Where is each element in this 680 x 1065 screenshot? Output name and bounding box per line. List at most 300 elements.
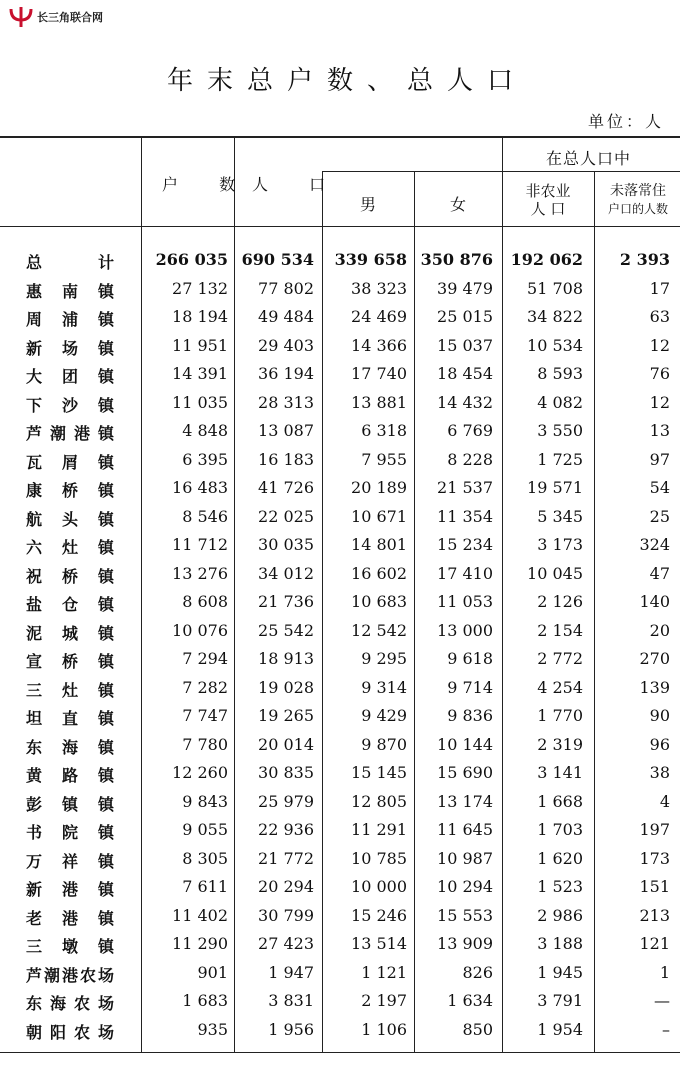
header-population: 人 口 [252, 175, 344, 194]
row-value: 16 183 [258, 449, 314, 469]
table-row [0, 332, 680, 361]
table-row [0, 759, 680, 788]
row-name-char: 墩 [61, 937, 78, 956]
header-nonagri [508, 182, 588, 218]
row-value: 39 479 [437, 278, 493, 298]
row-value: 9 295 [361, 649, 407, 668]
row-name-char: 大 [26, 367, 43, 386]
row-value: 28 313 [258, 392, 314, 412]
row-name-char: 海 [61, 737, 78, 757]
row-name-char: 总 [26, 253, 43, 272]
row-value: 30 835 [258, 763, 314, 782]
row-value: 173 [639, 848, 670, 868]
row-value: 10 000 [351, 877, 407, 896]
row-value: 2 319 [537, 734, 583, 754]
row-value: 2 393 [619, 250, 670, 269]
row-name [26, 478, 114, 501]
row-name [26, 450, 114, 473]
row-value: 1 106 [361, 1019, 407, 1039]
row-value: 213 [639, 905, 670, 925]
row-value: 36 194 [258, 364, 314, 383]
row-value: 34 012 [258, 563, 314, 583]
row-value: 324 [639, 535, 670, 554]
row-value: 690 534 [241, 250, 314, 269]
row-value: 17 740 [351, 364, 407, 383]
row-value: 11 053 [437, 592, 493, 611]
site-logo[interactable] [8, 6, 103, 28]
row-name [26, 393, 114, 416]
row-value: 13 174 [437, 791, 493, 811]
table-row [0, 873, 680, 902]
row-value: 16 483 [172, 478, 228, 497]
row-value: 13 909 [437, 934, 493, 953]
row-value: 7 611 [182, 877, 228, 896]
row-value: 11 354 [437, 506, 493, 526]
row-value: 10 987 [437, 848, 493, 868]
row-value: 139 [639, 677, 670, 697]
row-value: 2 197 [361, 991, 407, 1010]
row-value: 38 323 [351, 278, 407, 298]
table-row [0, 560, 680, 589]
row-name-char: 宣 [26, 652, 43, 671]
header-nonagri-line1: 非农业 [525, 182, 571, 200]
row-name-char: 祥 [61, 851, 78, 871]
row-name-char: 镇 [97, 566, 114, 586]
row-value: 8 546 [182, 506, 228, 526]
table-row [0, 360, 680, 389]
row-value: 27 423 [258, 934, 314, 953]
row-value: 3 831 [268, 991, 314, 1010]
row-value: 25 [649, 506, 670, 526]
row-name-char: 阳 [49, 1022, 66, 1042]
row-value: 63 [649, 307, 670, 326]
header-bottom-rule [0, 226, 680, 227]
row-name [26, 621, 114, 644]
row-value: 22 936 [258, 820, 314, 839]
unit-label: 单位：人 [587, 112, 664, 131]
table-row [0, 275, 680, 304]
row-value: 76 [649, 364, 670, 383]
row-name-char: 芦 [26, 424, 43, 443]
row-value: 935 [197, 1019, 228, 1039]
row-value: 7 955 [361, 449, 407, 469]
row-value: 4 254 [537, 677, 583, 697]
row-name-char: 老 [26, 908, 43, 928]
row-value: 22 025 [258, 506, 314, 526]
row-value: 11 951 [172, 335, 228, 355]
row-value: 21 537 [437, 478, 493, 497]
row-name-char: 直 [61, 709, 78, 728]
row-name [26, 364, 114, 387]
row-name [26, 877, 114, 900]
row-name [26, 1020, 114, 1043]
row-name [26, 963, 114, 986]
table-top-rule [0, 136, 680, 138]
row-name-char: 芦 [26, 965, 43, 985]
row-value: 266 035 [155, 250, 228, 269]
row-value: 11 402 [172, 905, 228, 925]
row-value: 7 780 [182, 734, 228, 754]
row-name-char: 镇 [97, 595, 114, 614]
row-value: 2 986 [537, 905, 583, 925]
row-value: 38 [649, 763, 670, 782]
logo-icon [8, 6, 34, 28]
row-name-char: 新 [26, 880, 43, 899]
row-name [26, 307, 114, 330]
row-value: 901 [197, 962, 228, 982]
row-value: 270 [639, 649, 670, 668]
row-name-char: 城 [61, 623, 78, 643]
row-value: 2 154 [537, 620, 583, 640]
row-value: 339 658 [334, 250, 407, 269]
row-value: 1 [659, 962, 670, 982]
row-value: 10 045 [527, 563, 583, 583]
row-value: 17 [649, 278, 670, 298]
row-value: 7 282 [182, 677, 228, 697]
row-value: 9 870 [361, 734, 407, 754]
row-value: 850 [462, 1019, 493, 1039]
row-name-char: 航 [26, 509, 43, 529]
row-value: 1 703 [537, 820, 583, 839]
row-value: 9 314 [361, 677, 407, 697]
row-name-char: 路 [61, 766, 78, 785]
row-name-char: 场 [97, 965, 114, 985]
row-value: 4 082 [537, 392, 583, 412]
row-value: 13 087 [258, 421, 314, 440]
row-name [26, 792, 114, 815]
row-name-char: 计 [97, 253, 114, 272]
row-name-char: 海 [49, 994, 66, 1013]
row-value: 10 785 [351, 848, 407, 868]
table-row [0, 788, 680, 817]
row-name-char: 港 [61, 908, 78, 928]
row-name [26, 763, 114, 786]
row-value: 6 769 [447, 421, 493, 440]
row-value: 14 432 [437, 392, 493, 412]
row-value: 15 037 [437, 335, 493, 355]
row-value: 1 945 [537, 962, 583, 982]
row-name-char: 团 [61, 367, 78, 386]
table-row [0, 389, 680, 418]
row-name-char: 镇 [97, 338, 114, 358]
table-body [0, 246, 680, 1044]
table-row [0, 645, 680, 674]
row-name [26, 592, 114, 615]
table-row [0, 474, 680, 503]
header-unregistered-line2: 户口的人数 [607, 202, 668, 216]
row-name-char: 祝 [26, 566, 43, 586]
total-row [0, 246, 680, 275]
header-male: 男 [360, 195, 377, 214]
row-name-char: 潮 [49, 424, 66, 443]
row-value: 10 144 [437, 734, 493, 754]
row-name-char: 康 [26, 481, 43, 500]
row-value: 3 550 [537, 421, 583, 440]
row-name [26, 336, 114, 359]
row-name [26, 507, 114, 530]
row-name-char: 盐 [26, 595, 43, 614]
row-value: 13 881 [351, 392, 407, 412]
row-name-char: 镇 [97, 538, 114, 557]
row-value: 20 014 [258, 734, 314, 754]
row-value: 1 668 [537, 791, 583, 811]
table-row [0, 959, 680, 988]
row-value: 11 035 [172, 392, 228, 412]
row-value: 10 671 [351, 506, 407, 526]
row-value: 47 [649, 563, 670, 583]
row-name [26, 991, 114, 1014]
row-name [26, 564, 114, 587]
row-value: – [662, 1019, 670, 1039]
row-value: 12 805 [351, 791, 407, 811]
row-name-char: 下 [26, 395, 43, 415]
row-value: 5 345 [537, 506, 583, 526]
row-name-char: 镇 [97, 310, 114, 329]
row-name-char: 新 [26, 338, 43, 358]
row-value: 19 028 [258, 677, 314, 697]
row-value: 3 188 [537, 934, 583, 953]
row-name-char: 港 [73, 424, 90, 443]
row-value: 49 484 [258, 307, 314, 326]
row-name-char: 镇 [97, 424, 114, 443]
row-name-char: 场 [97, 1022, 114, 1042]
row-name-char: 书 [26, 823, 43, 842]
row-value: 1 956 [268, 1019, 314, 1039]
row-value: 10 683 [351, 592, 407, 611]
row-value: 4 [659, 791, 670, 811]
row-name-char: 沙 [61, 395, 78, 415]
row-value: 21 736 [258, 592, 314, 611]
row-name-char: 朝 [26, 1022, 43, 1042]
row-name-char: 镇 [97, 367, 114, 386]
row-name-char: 头 [61, 509, 78, 529]
row-value: 350 876 [420, 250, 493, 269]
row-name [26, 906, 114, 929]
row-name-char: 镇 [97, 794, 114, 814]
row-value: 15 553 [437, 905, 493, 925]
row-value: 1 121 [361, 962, 407, 982]
header-group-rule [502, 171, 680, 172]
table-row [0, 417, 680, 446]
row-value: 14 366 [351, 335, 407, 355]
row-value: 20 294 [258, 877, 314, 896]
row-value: 9 429 [361, 706, 407, 725]
row-value: 15 234 [437, 535, 493, 554]
row-name-char: 屑 [61, 452, 78, 472]
row-value: 121 [639, 934, 670, 953]
header-households: 户 数 [162, 175, 254, 194]
row-value: 97 [649, 449, 670, 469]
row-value: 192 062 [510, 250, 583, 269]
row-value: 1 620 [537, 848, 583, 868]
row-name-char: 东 [26, 994, 43, 1013]
row-value: 11 645 [437, 820, 493, 839]
row-value: 41 726 [258, 478, 314, 497]
table-row [0, 446, 680, 475]
row-name-char: 农 [79, 965, 96, 985]
row-value: 14 801 [351, 535, 407, 554]
row-name-char: 彭 [26, 794, 43, 814]
row-name [26, 678, 114, 701]
row-name [26, 421, 114, 444]
table-row [0, 617, 680, 646]
row-value: 27 132 [172, 278, 228, 298]
row-value: 4 848 [182, 421, 228, 440]
row-name-char: 镇 [97, 766, 114, 785]
row-value: 9 618 [447, 649, 493, 668]
row-name-char: 镇 [97, 880, 114, 899]
row-name-char: 镇 [97, 281, 114, 301]
row-value: 12 [649, 335, 670, 355]
row-name-char: 南 [61, 281, 78, 301]
row-value: — [654, 991, 670, 1010]
row-value: 13 000 [437, 620, 493, 640]
row-value: 8 608 [182, 592, 228, 611]
row-value: 51 708 [527, 278, 583, 298]
row-value: 21 772 [258, 848, 314, 868]
row-name-char: 镇 [97, 680, 114, 700]
row-value: 1 683 [182, 991, 228, 1010]
table-row [0, 588, 680, 617]
table-row [0, 531, 680, 560]
row-value: 18 454 [437, 364, 493, 383]
row-name-char: 潮 [43, 965, 60, 985]
row-name-char: 镇 [97, 937, 114, 956]
header-sub-rule [322, 171, 502, 172]
row-value: 30 035 [258, 535, 314, 554]
row-name-char: 镇 [97, 851, 114, 871]
row-value: 3 141 [537, 763, 583, 782]
row-name [26, 735, 114, 758]
row-name-char: 镇 [97, 509, 114, 529]
row-value: 18 913 [258, 649, 314, 668]
row-name-char: 港 [61, 880, 78, 899]
row-name-char: 坦 [26, 709, 43, 728]
row-value: 15 690 [437, 763, 493, 782]
row-name [26, 279, 114, 302]
row-name-char: 桥 [61, 481, 78, 500]
table-row [0, 303, 680, 332]
row-value: 6 318 [361, 421, 407, 440]
row-name-char: 镇 [97, 823, 114, 842]
row-value: 15 145 [351, 763, 407, 782]
row-value: 19 571 [527, 478, 583, 497]
header-group: 在总人口中 [546, 149, 632, 168]
row-value: 11 712 [172, 535, 228, 554]
row-value: 10 534 [527, 335, 583, 355]
row-name-char: 镇 [97, 908, 114, 928]
row-name-char: 场 [61, 338, 78, 358]
row-value: 826 [462, 962, 493, 982]
row-value: 8 593 [537, 364, 583, 383]
row-name-char: 六 [26, 538, 43, 557]
row-value: 25 979 [258, 791, 314, 811]
row-value: 3 791 [537, 991, 583, 1010]
row-value: 15 246 [351, 905, 407, 925]
row-value: 17 410 [437, 563, 493, 583]
table-row [0, 674, 680, 703]
row-name-char: 镇 [61, 794, 78, 814]
table-row [0, 1016, 680, 1045]
row-name-char: 周 [26, 310, 43, 329]
header-unregistered-line1: 未落常住 [610, 183, 666, 199]
row-value: 9 836 [447, 706, 493, 725]
table-row [0, 702, 680, 731]
row-name-char: 浦 [61, 310, 78, 329]
row-value: 10 076 [172, 620, 228, 640]
row-name-char: 镇 [97, 623, 114, 643]
page-title: 年末总户数、总人口 [166, 66, 527, 96]
row-name-char: 三 [26, 680, 43, 700]
row-value: 197 [639, 820, 670, 839]
row-name-char: 黄 [26, 766, 43, 785]
row-name-char: 农 [73, 1022, 90, 1042]
row-name-char: 东 [26, 737, 43, 757]
row-value: 12 542 [351, 620, 407, 640]
row-name [26, 706, 114, 729]
table-row [0, 987, 680, 1016]
row-value: 9 714 [447, 677, 493, 697]
row-value: 14 391 [172, 364, 228, 383]
row-value: 11 291 [351, 820, 407, 839]
header-nonagri-line2: 人 口 [530, 200, 566, 218]
row-value: 29 403 [258, 335, 314, 355]
row-value: 13 514 [351, 934, 407, 953]
row-value: 8 305 [182, 848, 228, 868]
row-value: 20 [649, 620, 670, 640]
row-name-char: 镇 [97, 652, 114, 671]
table-row [0, 503, 680, 532]
row-value: 151 [639, 877, 670, 896]
row-name-char: 三 [26, 937, 43, 956]
row-value: 34 822 [527, 307, 583, 326]
row-value: 77 802 [258, 278, 314, 298]
row-value: 54 [649, 478, 670, 497]
row-value: 1 523 [537, 877, 583, 896]
table-row [0, 816, 680, 845]
table-bottom-rule [0, 1052, 680, 1053]
row-value: 8 228 [447, 449, 493, 469]
row-name-char: 灶 [61, 680, 78, 700]
row-name-char: 万 [26, 851, 43, 871]
row-value: 9 055 [182, 820, 228, 839]
row-name-char: 惠 [26, 281, 43, 301]
row-name-char: 镇 [97, 481, 114, 500]
row-name-char: 镇 [97, 737, 114, 757]
row-value: 20 189 [351, 478, 407, 497]
row-value: 18 194 [172, 307, 228, 326]
row-value: 1 634 [447, 991, 493, 1010]
row-value: 1 954 [537, 1019, 583, 1039]
row-value: 19 265 [258, 706, 314, 725]
row-name-char: 场 [97, 994, 114, 1013]
row-value: 1 770 [537, 706, 583, 725]
row-name-char: 镇 [97, 395, 114, 415]
row-name-char: 院 [61, 823, 78, 842]
row-value: 25 015 [437, 307, 493, 326]
row-name-char: 桥 [61, 652, 78, 671]
row-name-char: 泥 [26, 623, 43, 643]
row-value: 16 602 [351, 563, 407, 583]
row-value: 2 772 [537, 649, 583, 668]
row-name-char: 桥 [61, 566, 78, 586]
row-name [26, 934, 114, 957]
row-value: 3 173 [537, 535, 583, 554]
row-name-char: 港 [61, 965, 78, 985]
row-name [26, 849, 114, 872]
table-row [0, 930, 680, 959]
row-value: 10 294 [437, 877, 493, 896]
